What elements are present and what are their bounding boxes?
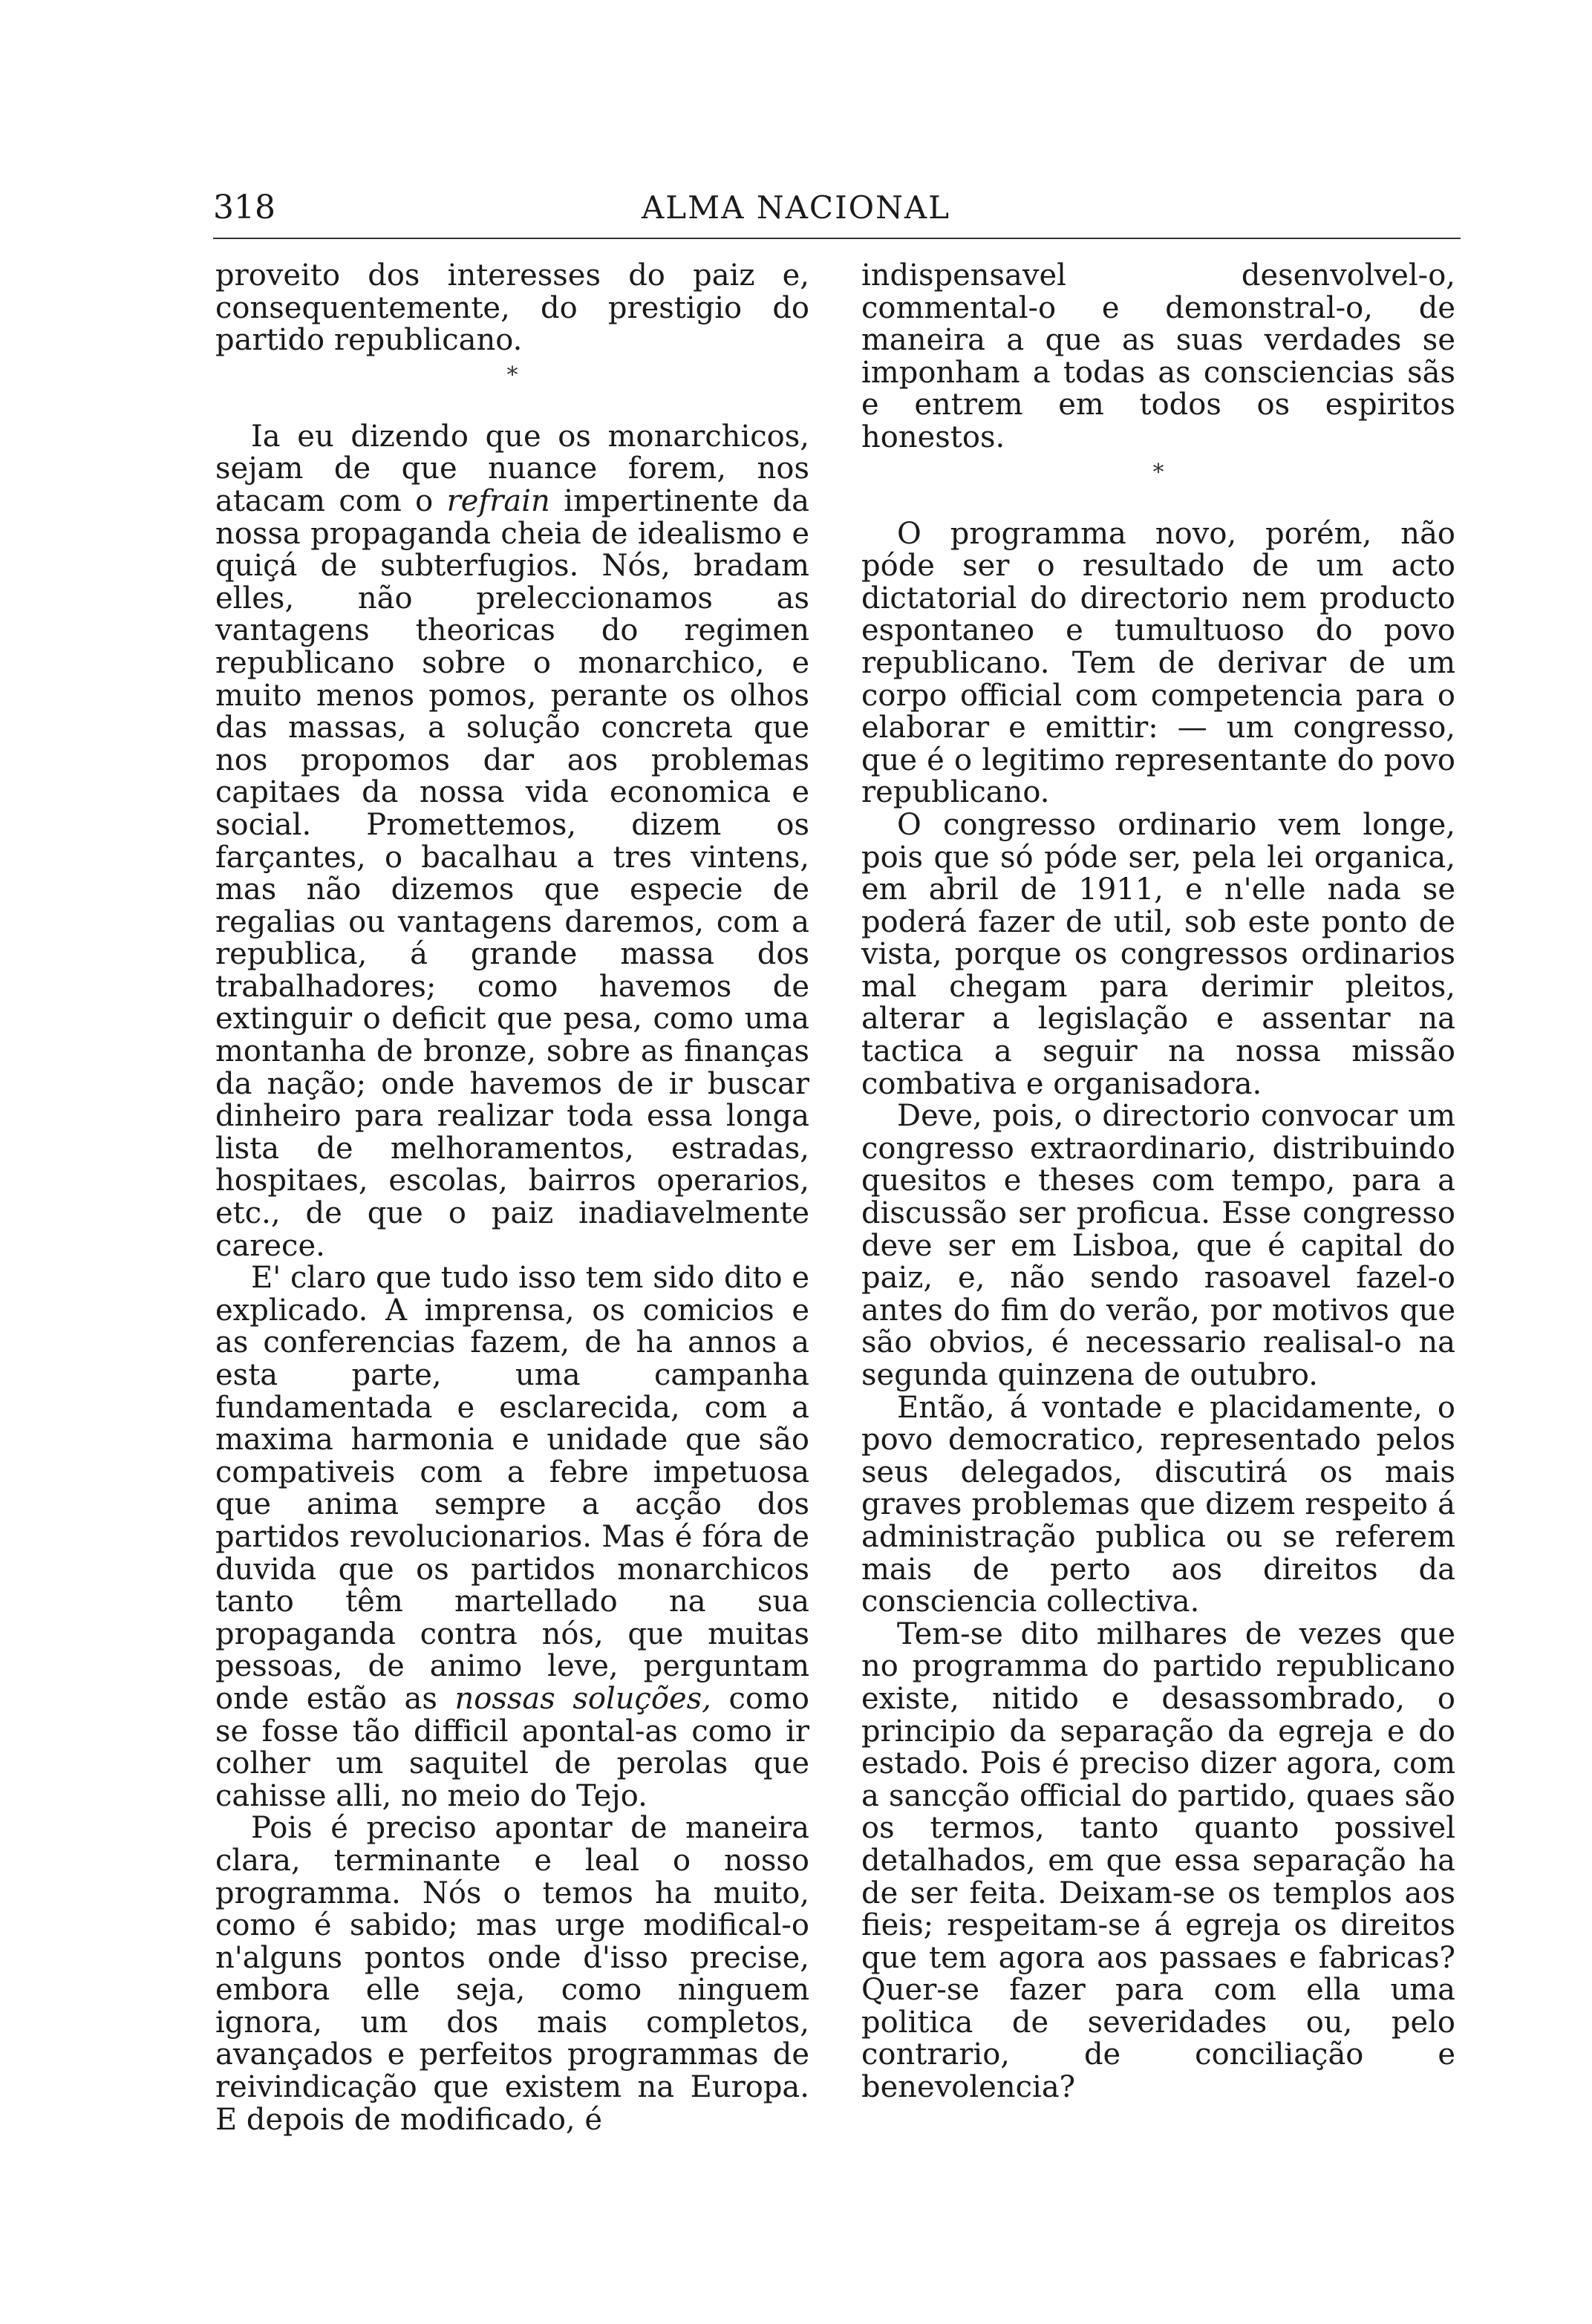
paragraph: Pois é preciso apontar de maneira clara, terminante e leal o nosso programma. Nós o temos ha muito, como é sabido; mas urge modifical-o n'alguns pontos onde d'isso precise, embora elle seja, como ninguem ignora, um dos mais completos, avançados e perfeitos programmas de reivindicação que existem na Europa. E depois de modificado, é bbox=[215, 1811, 809, 2137]
running-title: ALMA NACIONAL bbox=[641, 189, 951, 226]
section-asterism: * bbox=[1152, 459, 1164, 486]
left-column bbox=[215, 260, 809, 2136]
paragraph: Deve, pois, o directorio convocar um congresso extraordinario, distribuindo quesitos e theses com tempo, para a discussão ser proficua. Esse congresso deve ser em Lisboa, que é capital do paiz, e, não sendo rasoavel fazel-o antes do fim do verão, por motivos que são obvios, é necessario realisal-o na segunda quinzena de outubro. bbox=[861, 1099, 1455, 1392]
italic-term: nossas soluções, bbox=[454, 1681, 711, 1716]
right-column bbox=[861, 260, 1455, 2104]
paragraph-text: como se fosse tão difficil apontal-as como ir colher um saquitel de perolas que cahisse alli, no meio do Tejo. bbox=[215, 1681, 809, 1813]
paragraph: O congresso ordinario vem longe, pois que só póde ser, pela lei organica, em abril de 1911, e n'elle nada se poderá fazer de util, sob este ponto de vista, porque os congressos ordinarios mal chegam para derimir pleitos, alterar a legislação e assentar na tactica a seguir na nossa missão combativa e organisadora. bbox=[861, 807, 1455, 1101]
paragraph bbox=[215, 421, 809, 1262]
paragraph-text: impertinente da nossa propaganda cheia de idealismo e quiçá de subterfugios. Nós, bradam elles, não preleccionamos as vantagens theoricas do regimen republicano sobre o monarchico, e muito menos pomos, perante os olhos das massas, a solução concreta que nos propomos dar aos problemas capitaes da nossa vida economica e social. Promettemos, dizem os farçantes, o bacalhau a tres vintens, mas não dizemos que especie de regalias ou vantagens daremos, com a republica, á grande massa dos trabalhadores; como havemos de extinguir o deficit que pesa, como uma montanha de bronze, sobre as finanças da nação; onde havemos de ir buscar dinheiro para realizar toda essa longa lista de melhoramentos, estradas, hospitaes, escolas, bairros operarios, etc., de que o paiz inadiavelmente carece. bbox=[215, 483, 809, 1263]
paragraph bbox=[215, 1262, 809, 1812]
paragraph: indispensavel desenvolvel-o, commental-o e demonstral-o, de maneira a que as suas verdades se imponham a todas as consciencias sãs e entrem em todos os espiritos honestos. bbox=[861, 258, 1455, 454]
paragraph: proveito dos interesses do paiz e, consequentemente, do prestigio do partido republicano. bbox=[215, 258, 809, 358]
page-number: 318 bbox=[213, 189, 275, 226]
paragraph: O programma novo, porém, não póde ser o resultado de um acto dictatorial do directorio nem producto espontaneo e tumultuoso do povo republicano. Tem de derivar de um corpo official com competencia para o elaborar e emittir: — um congresso, que é o legitimo representante do povo republicano. bbox=[861, 516, 1455, 810]
paragraph: Então, á vontade e placidamente, o povo democratico, representado pelos seus delegados, discutirá os mais graves problemas que dizem respeito á administração publica ou se referem mais de perto aos direitos da consciencia collectiva. bbox=[861, 1390, 1455, 1619]
header-rule bbox=[213, 238, 1461, 239]
section-asterism: * bbox=[506, 362, 518, 388]
paragraph-text: Ia eu dizendo que os monarchicos, sejam de que nuance forem, nos atacam com o bbox=[215, 419, 809, 518]
paragraph-text: E' claro que tudo isso tem sido dito e explicado. A imprensa, os comicios e as conferencias fazem, de ha annos a esta parte, uma campanha fundamentada e esclarecida, com a maxima harmonia e unidade que são compativeis com a febre impetuosa que anima sempre a acção dos partidos revolucionarios. Mas é fóra de duvida que os partidos monarchicos tanto têm martellado na sua propaganda contra nós, que muitas pessoas, de animo leve, perguntam onde estão as bbox=[215, 1261, 809, 1716]
italic-term: refrain bbox=[446, 483, 550, 518]
paragraph: Tem-se dito milhares de vezes que no programma do partido republicano existe, nitido e desassombrado, o principio da separação da egreja e do estado. Pois é preciso dizer agora, com a sancção official do partido, quaes são os termos, tanto quanto possivel detalhados, em que essa separação ha de ser feita. Deixam-se os templos aos fieis; respeitam-se á egreja os direitos que tem agora aos passaes e fabricas? Quer-se fazer para com ella uma politica de severidades ou, pelo contrario, de conciliação e benevolencia? bbox=[861, 1616, 1455, 2105]
